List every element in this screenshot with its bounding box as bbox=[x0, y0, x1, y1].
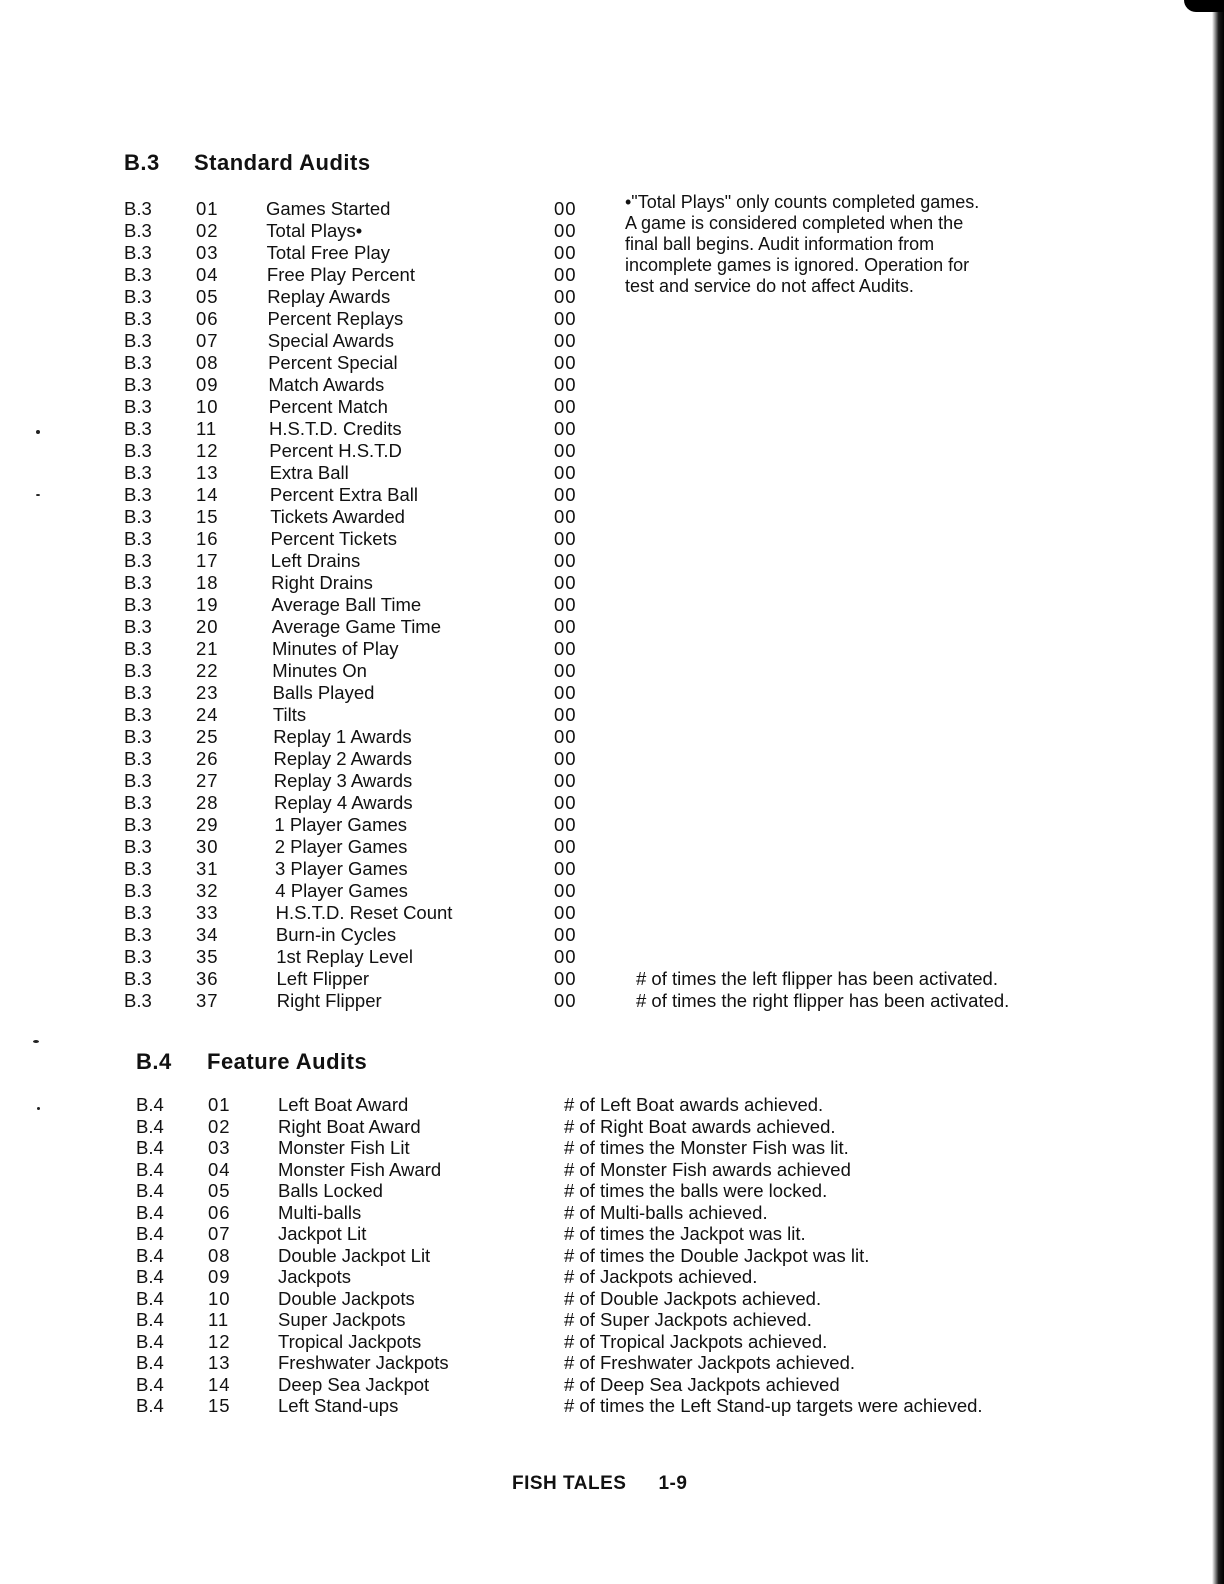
audit-number: 05 bbox=[208, 1180, 231, 1201]
audit-label: Tropical Jackpots bbox=[278, 1330, 422, 1352]
audit-number: 35 bbox=[196, 946, 219, 967]
audit-number: 20 bbox=[196, 616, 219, 637]
audit-label: Monster Fish Lit bbox=[278, 1137, 410, 1158]
audit-label: Right Flipper bbox=[276, 990, 382, 1011]
audit-label: 3 Player Games bbox=[275, 858, 408, 879]
audit-label: Burn-in Cycles bbox=[275, 924, 397, 945]
audit-value: 00 bbox=[554, 528, 577, 549]
audit-number: 07 bbox=[208, 1223, 231, 1244]
audit-label: Replay 3 Awards bbox=[273, 770, 413, 791]
audit-section: B.3 bbox=[124, 220, 152, 241]
audit-label: Average Ball Time bbox=[271, 594, 422, 615]
audit-section: B.3 bbox=[124, 440, 152, 461]
audit-value: 00 bbox=[554, 924, 577, 945]
audit-number: 04 bbox=[208, 1158, 231, 1180]
audit-label: Deep Sea Jackpot bbox=[278, 1373, 430, 1395]
audit-section: B.3 bbox=[124, 858, 152, 879]
audit-number: 15 bbox=[208, 1395, 231, 1416]
audit-value: 00 bbox=[554, 946, 577, 967]
audit-number: 32 bbox=[196, 880, 219, 901]
audit-section: B.3 bbox=[124, 924, 152, 945]
audit-value: 00 bbox=[554, 462, 577, 483]
audit-label: H.S.T.D. Credits bbox=[269, 418, 402, 439]
audit-description: # of Deep Sea Jackpots achieved bbox=[564, 1373, 840, 1395]
audit-value: 00 bbox=[554, 968, 577, 989]
audit-number: 09 bbox=[208, 1266, 231, 1287]
audit-section: B.3 bbox=[124, 506, 152, 527]
total-plays-footnote bbox=[625, 192, 1045, 297]
audit-label: Percent H.S.T.D bbox=[269, 440, 402, 461]
audit-number: 07 bbox=[196, 330, 219, 351]
audit-section: B.3 bbox=[124, 902, 152, 923]
audit-value: 00 bbox=[554, 572, 577, 593]
section-number: B.4 bbox=[136, 1049, 172, 1074]
audit-section: B.3 bbox=[124, 616, 152, 637]
audit-value: 00 bbox=[554, 352, 577, 373]
audit-section: B.4 bbox=[136, 1287, 164, 1309]
footer-title: FISH TALES bbox=[512, 1473, 627, 1494]
audit-label: Percent Match bbox=[268, 396, 388, 417]
audit-number: 29 bbox=[196, 814, 219, 835]
audit-value: 00 bbox=[554, 880, 577, 901]
audit-label: Minutes On bbox=[272, 660, 367, 681]
audit-label: Free Play Percent bbox=[266, 264, 415, 285]
audit-number: 14 bbox=[208, 1373, 231, 1395]
section-title: Feature Audits bbox=[207, 1049, 368, 1074]
audit-value: 00 bbox=[554, 506, 577, 527]
audit-label: Average Game Time bbox=[271, 616, 442, 637]
section-heading-standard-audits bbox=[124, 150, 371, 176]
audit-number: 08 bbox=[196, 352, 219, 373]
audit-label: Balls Locked bbox=[278, 1180, 383, 1201]
audit-number: 34 bbox=[196, 924, 219, 945]
audit-number: 13 bbox=[196, 462, 219, 483]
audit-label: Tickets Awarded bbox=[270, 506, 405, 527]
audit-value: 00 bbox=[554, 858, 577, 879]
audit-description: # of times the Monster Fish was lit. bbox=[564, 1137, 849, 1158]
footnote-line: final ball begins. Audit information from bbox=[625, 234, 935, 254]
audit-label: Replay Awards bbox=[267, 286, 391, 307]
audit-note: # of times the left flipper has been activated. bbox=[636, 968, 998, 989]
audit-label: 1 Player Games bbox=[274, 814, 408, 835]
audit-section: B.3 bbox=[124, 880, 152, 901]
audit-section: B.3 bbox=[124, 726, 152, 747]
audit-description: # of Double Jackpots achieved. bbox=[564, 1287, 822, 1309]
audit-number: 01 bbox=[208, 1094, 231, 1115]
audit-number: 21 bbox=[196, 638, 219, 659]
audit-section: B.3 bbox=[124, 396, 152, 417]
audit-label: H.S.T.D. Reset Count bbox=[275, 902, 453, 923]
audit-label: 4 Player Games bbox=[275, 880, 408, 901]
audit-section: B.3 bbox=[124, 264, 152, 285]
audit-description: # of Multi-balls achieved. bbox=[564, 1201, 768, 1223]
footnote-line: A game is considered completed when the bbox=[625, 213, 964, 233]
audit-number: 06 bbox=[208, 1201, 231, 1223]
audit-section: B.3 bbox=[124, 550, 152, 571]
audit-section: B.4 bbox=[136, 1330, 164, 1352]
audit-section: B.3 bbox=[124, 770, 152, 791]
audit-description: # of times the balls were locked. bbox=[564, 1180, 828, 1201]
audit-section: B.3 bbox=[124, 330, 152, 351]
audit-section: B.4 bbox=[136, 1201, 164, 1223]
page-edge-shadow bbox=[1212, 0, 1224, 1584]
audit-value: 00 bbox=[554, 704, 577, 725]
audit-label: Monster Fish Award bbox=[278, 1158, 442, 1180]
footnote-line: test and service do not affect Audits. bbox=[625, 276, 914, 296]
audit-number: 37 bbox=[196, 990, 219, 1011]
audit-number: 05 bbox=[196, 286, 219, 307]
audit-section: B.3 bbox=[124, 660, 152, 681]
audit-number: 08 bbox=[208, 1244, 231, 1266]
audit-label: Percent Special bbox=[268, 352, 398, 373]
audit-label: Replay 2 Awards bbox=[273, 748, 412, 769]
audit-label: Percent Tickets bbox=[270, 528, 397, 549]
audit-label: Special Awards bbox=[267, 330, 394, 351]
audit-note: # of times the right flipper has been activated. bbox=[636, 990, 1010, 1011]
audit-label: Total Free Play bbox=[266, 242, 390, 263]
audit-label: Balls Played bbox=[272, 682, 375, 703]
audit-value: 00 bbox=[554, 264, 577, 285]
page-corner-shadow bbox=[1184, 0, 1224, 12]
audit-label: Replay 4 Awards bbox=[274, 792, 413, 813]
audit-label: Minutes of Play bbox=[272, 638, 399, 659]
scan-speck bbox=[36, 430, 40, 434]
audit-value: 00 bbox=[554, 792, 577, 813]
audit-section: B.3 bbox=[124, 242, 152, 263]
audit-section: B.3 bbox=[124, 946, 152, 967]
audit-section: B.3 bbox=[124, 352, 152, 373]
audit-section: B.3 bbox=[124, 594, 152, 615]
audit-value: 00 bbox=[554, 550, 577, 571]
audit-value: 00 bbox=[554, 286, 577, 307]
audit-value: 00 bbox=[554, 814, 577, 835]
audit-value: 00 bbox=[554, 836, 577, 857]
audit-description: # of Right Boat awards achieved. bbox=[564, 1115, 836, 1137]
page-number: 1-9 bbox=[658, 1473, 688, 1494]
audit-number: 16 bbox=[196, 528, 219, 549]
audit-label: Super Jackpots bbox=[278, 1309, 406, 1330]
audit-value: 00 bbox=[554, 682, 577, 703]
audit-section: B.3 bbox=[124, 814, 152, 835]
section-title: Standard Audits bbox=[194, 150, 371, 175]
audit-label: 2 Player Games bbox=[274, 836, 408, 857]
audit-description: # of times the Double Jackpot was lit. bbox=[564, 1244, 870, 1266]
audit-label: Percent Extra Ball bbox=[269, 484, 418, 505]
audit-label: Extra Ball bbox=[269, 462, 349, 483]
audit-value: 00 bbox=[554, 660, 577, 681]
audit-section: B.3 bbox=[124, 528, 152, 549]
audit-section: B.4 bbox=[136, 1115, 164, 1137]
audit-section: B.4 bbox=[136, 1180, 164, 1201]
audit-description: # of times the Left Stand-up targets were achieved. bbox=[564, 1395, 983, 1416]
audit-value: 00 bbox=[554, 726, 577, 747]
audit-number: 12 bbox=[196, 440, 219, 461]
audit-description: # of Jackpots achieved. bbox=[564, 1266, 758, 1287]
audit-number: 01 bbox=[196, 198, 219, 219]
audit-section: B.4 bbox=[136, 1094, 164, 1115]
audit-number: 10 bbox=[196, 396, 219, 417]
audit-number: 19 bbox=[196, 594, 219, 615]
audit-value: 00 bbox=[554, 638, 577, 659]
audit-value: 00 bbox=[554, 220, 577, 241]
audit-section: B.3 bbox=[124, 462, 152, 483]
audit-label: Percent Replays bbox=[267, 308, 404, 329]
audit-label: Double Jackpot Lit bbox=[278, 1244, 431, 1266]
audit-value: 00 bbox=[554, 418, 577, 439]
scan-speck bbox=[33, 1040, 39, 1043]
audit-label: Jackpot Lit bbox=[278, 1223, 367, 1244]
audit-number: 04 bbox=[196, 264, 219, 285]
audit-label: Freshwater Jackpots bbox=[278, 1352, 449, 1373]
audit-value: 00 bbox=[554, 902, 577, 923]
section-heading-feature-audits bbox=[136, 1049, 368, 1075]
audit-value: 00 bbox=[554, 748, 577, 769]
audit-value: 00 bbox=[554, 198, 577, 219]
footnote-line: incomplete games is ignored. Operation for bbox=[625, 255, 970, 275]
audit-number: 02 bbox=[196, 220, 219, 241]
audit-section: B.3 bbox=[124, 792, 152, 813]
audit-number: 13 bbox=[208, 1352, 231, 1373]
audit-description: # of Monster Fish awards achieved bbox=[564, 1158, 851, 1180]
page-footer bbox=[512, 1473, 687, 1495]
audit-value: 00 bbox=[554, 396, 577, 417]
audit-section: B.3 bbox=[124, 682, 152, 703]
audit-number: 33 bbox=[196, 902, 219, 923]
audit-description: # of Left Boat awards achieved. bbox=[564, 1094, 824, 1115]
audit-section: B.3 bbox=[124, 990, 152, 1011]
audit-description: # of Freshwater Jackpots achieved. bbox=[564, 1352, 856, 1373]
audit-label: Replay 1 Awards bbox=[273, 726, 412, 747]
audit-value: 00 bbox=[554, 374, 577, 395]
scan-speck bbox=[37, 1107, 40, 1110]
audit-description: # of times the Jackpot was lit. bbox=[564, 1223, 806, 1244]
audit-number: 26 bbox=[196, 748, 219, 769]
audit-section: B.3 bbox=[124, 704, 152, 725]
audit-label: Total Plays• bbox=[266, 220, 363, 241]
audit-label: Left Stand-ups bbox=[278, 1395, 399, 1416]
audit-number: 24 bbox=[196, 704, 219, 725]
audit-label: Games Started bbox=[266, 198, 391, 219]
audit-number: 18 bbox=[196, 572, 219, 593]
audit-number: 14 bbox=[196, 484, 219, 505]
audit-number: 23 bbox=[196, 682, 219, 703]
audit-section: B.3 bbox=[124, 484, 152, 505]
audit-label: Double Jackpots bbox=[278, 1287, 415, 1309]
audit-number: 28 bbox=[196, 792, 219, 813]
scan-speck bbox=[36, 494, 40, 496]
audit-number: 09 bbox=[196, 374, 219, 395]
audit-section: B.3 bbox=[124, 572, 152, 593]
audit-section: B.3 bbox=[124, 286, 152, 307]
audit-value: 00 bbox=[554, 594, 577, 615]
audit-number: 30 bbox=[196, 836, 219, 857]
audit-label: Left Boat Award bbox=[278, 1094, 409, 1115]
audit-section: B.4 bbox=[136, 1244, 164, 1266]
audit-section: B.3 bbox=[124, 418, 152, 439]
audit-section: B.4 bbox=[136, 1158, 164, 1180]
section-number: B.3 bbox=[124, 150, 160, 175]
audit-section: B.3 bbox=[124, 968, 152, 989]
audit-section: B.3 bbox=[124, 374, 152, 395]
audit-label: Jackpots bbox=[278, 1266, 352, 1287]
audit-number: 17 bbox=[196, 550, 219, 571]
audit-label: Left Drains bbox=[270, 550, 361, 571]
audit-description: # of Tropical Jackpots achieved. bbox=[564, 1330, 828, 1352]
audit-number: 10 bbox=[208, 1287, 231, 1309]
audit-section: B.4 bbox=[136, 1137, 164, 1158]
audit-value: 00 bbox=[554, 308, 577, 329]
audit-number: 25 bbox=[196, 726, 219, 747]
audit-section: B.4 bbox=[136, 1223, 164, 1244]
audit-label: Left Flipper bbox=[276, 968, 370, 989]
audit-section: B.3 bbox=[124, 308, 152, 329]
audit-section: B.3 bbox=[124, 748, 152, 769]
audit-number: 03 bbox=[196, 242, 219, 263]
audit-number: 06 bbox=[196, 308, 219, 329]
audit-number: 11 bbox=[196, 418, 218, 439]
audit-label: Right Drains bbox=[271, 572, 373, 593]
audit-value: 00 bbox=[554, 242, 577, 263]
audit-number: 02 bbox=[208, 1115, 231, 1137]
audit-number: 15 bbox=[196, 506, 219, 527]
audit-number: 03 bbox=[208, 1137, 231, 1158]
audit-label: Right Boat Award bbox=[278, 1115, 421, 1137]
audit-number: 36 bbox=[196, 968, 219, 989]
footnote-line: •"Total Plays" only counts completed games. bbox=[625, 192, 980, 212]
audit-value: 00 bbox=[554, 484, 577, 505]
audit-number: 11 bbox=[208, 1309, 230, 1330]
audit-label: 1st Replay Level bbox=[276, 946, 413, 967]
audit-number: 22 bbox=[196, 660, 219, 681]
audit-number: 27 bbox=[196, 770, 219, 791]
audit-section: B.3 bbox=[124, 638, 152, 659]
audit-value: 00 bbox=[554, 330, 577, 351]
audit-section: B.4 bbox=[136, 1266, 164, 1287]
audit-value: 00 bbox=[554, 616, 577, 637]
audit-number: 12 bbox=[208, 1330, 231, 1352]
audit-description: # of Super Jackpots achieved. bbox=[564, 1309, 812, 1330]
audit-value: 00 bbox=[554, 440, 577, 461]
audit-section: B.3 bbox=[124, 836, 152, 857]
audit-section: B.4 bbox=[136, 1373, 164, 1395]
audit-value: 00 bbox=[554, 990, 577, 1011]
audit-label: Multi-balls bbox=[278, 1201, 362, 1223]
audit-section: B.4 bbox=[136, 1395, 164, 1416]
audit-section: B.4 bbox=[136, 1352, 164, 1373]
audit-number: 31 bbox=[196, 858, 219, 879]
audit-section: B.3 bbox=[124, 198, 152, 219]
audit-section: B.4 bbox=[136, 1309, 164, 1330]
audit-label: Tilts bbox=[272, 704, 307, 725]
audit-label: Match Awards bbox=[268, 374, 385, 395]
audit-value: 00 bbox=[554, 770, 577, 791]
